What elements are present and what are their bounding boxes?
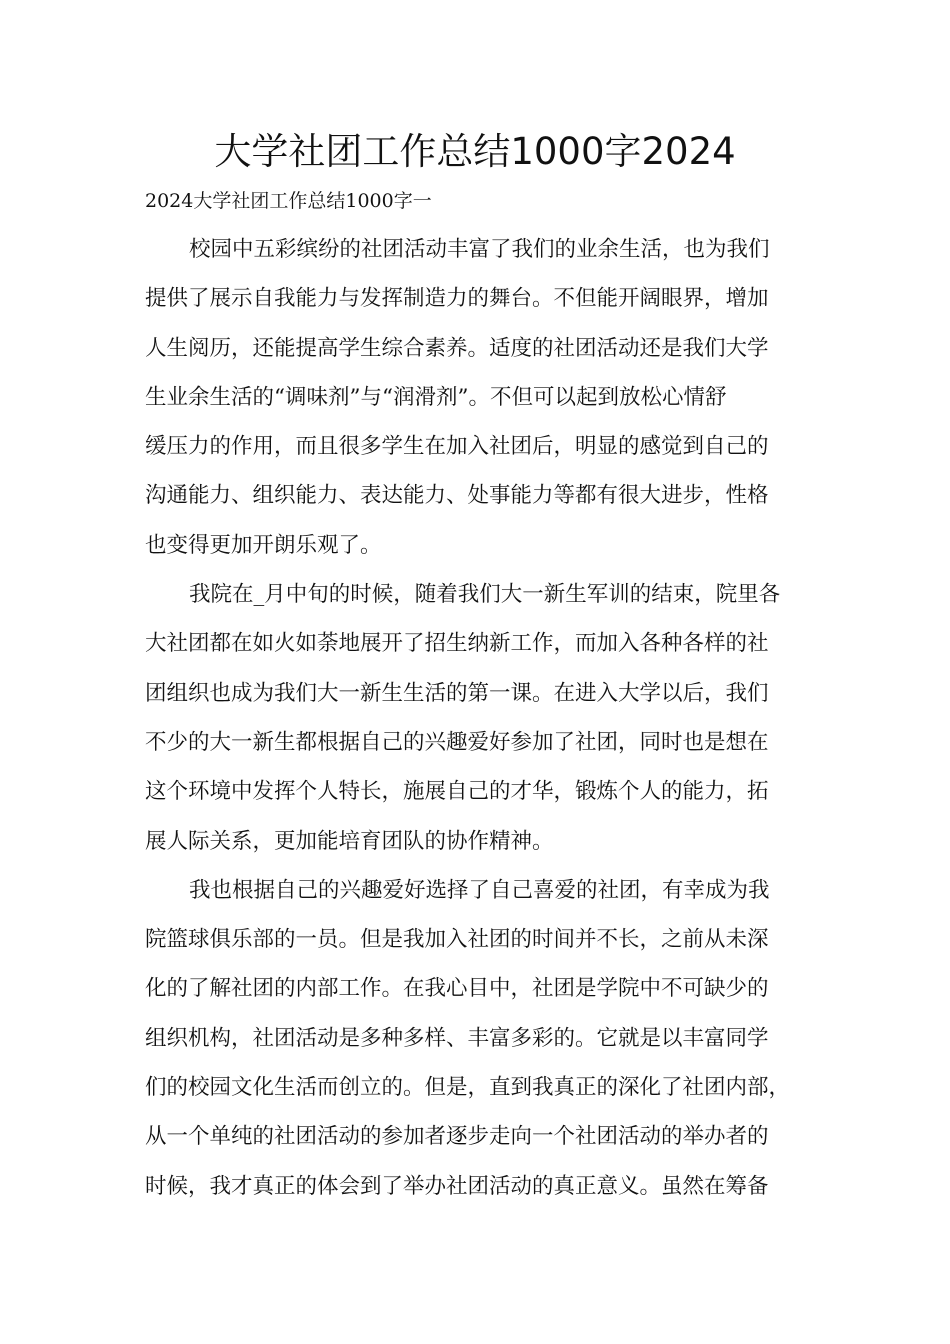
body-text-line: 院篮球俱乐部的一员。但是我加入社团的时间并不长，之前从未深 <box>145 927 769 953</box>
body-text-line: 校园中五彩缤纷的社团活动丰富了我们的业余生活，也为我们 <box>189 237 770 262</box>
body-text-line: 我院在_月中旬的时候，随着我们大一新生军训的结束，院里各 <box>189 582 781 608</box>
body-text-line: 提供了展示自我能力与发挥制造力的舞台。不但能开阔眼界，增加 <box>145 286 769 312</box>
body-text-line: 化的了解社团的内部工作。在我心目中，社团是学院中不可缺少的 <box>145 976 769 1002</box>
body-text-line: 时候，我才真正的体会到了举办社团活动的真正意义。虽然在筹备 <box>145 1173 769 1199</box>
body-text-line: 缓压力的作用，而且很多学生在加入社团后，明显的感觉到自己的 <box>145 434 769 460</box>
body-text-line: 也变得更加开朗乐观了。 <box>145 532 382 558</box>
document-title: 大学社团工作总结1000字2024 <box>214 130 736 173</box>
body-text-line: 不少的大一新生都根据自己的兴趣爱好参加了社团，同时也是想在 <box>145 729 769 755</box>
body-text-line: 组织机构，社团活动是多种多样、丰富多彩的。它就是以丰富同学 <box>145 1025 769 1051</box>
body-text-line: 们的校园文化生活而创立的。但是，直到我真正的深化了社团内部， <box>145 1075 791 1101</box>
body-text-line: 我也根据自己的兴趣爱好选择了自己喜爱的社团，有幸成为我 <box>189 877 770 903</box>
body-text-line: 这个环境中发挥个人特长，施展自己的才华，锻炼个人的能力，拓 <box>145 779 769 805</box>
body-text-line: 从一个单纯的社团活动的参加者逐步走向一个社团活动的举办者的 <box>145 1124 769 1150</box>
body-text-line: 生业余生活的“调味剂”与“润滑剂”。不但可以起到放松心情舒 <box>145 384 727 410</box>
body-text-line: 大社团都在如火如荼地展开了招生纳新工作，而加入各种各样的社 <box>145 631 769 657</box>
body-text-line: 团组织也成为我们大一新生生活的第一课。在进入大学以后，我们 <box>145 680 769 706</box>
document-subtitle: 2024大学社团工作总结1000字一 <box>145 190 432 212</box>
body-text-line: 沟通能力、组织能力、表达能力、处事能力等都有很大进步，性格 <box>145 483 769 509</box>
document-body <box>145 230 825 1216</box>
body-text-line: 人生阅历，还能提高学生综合素养。适度的社团活动还是我们大学 <box>145 335 769 361</box>
body-text-line: 展人际关系，更加能培育团队的协作精神。 <box>145 828 554 854</box>
